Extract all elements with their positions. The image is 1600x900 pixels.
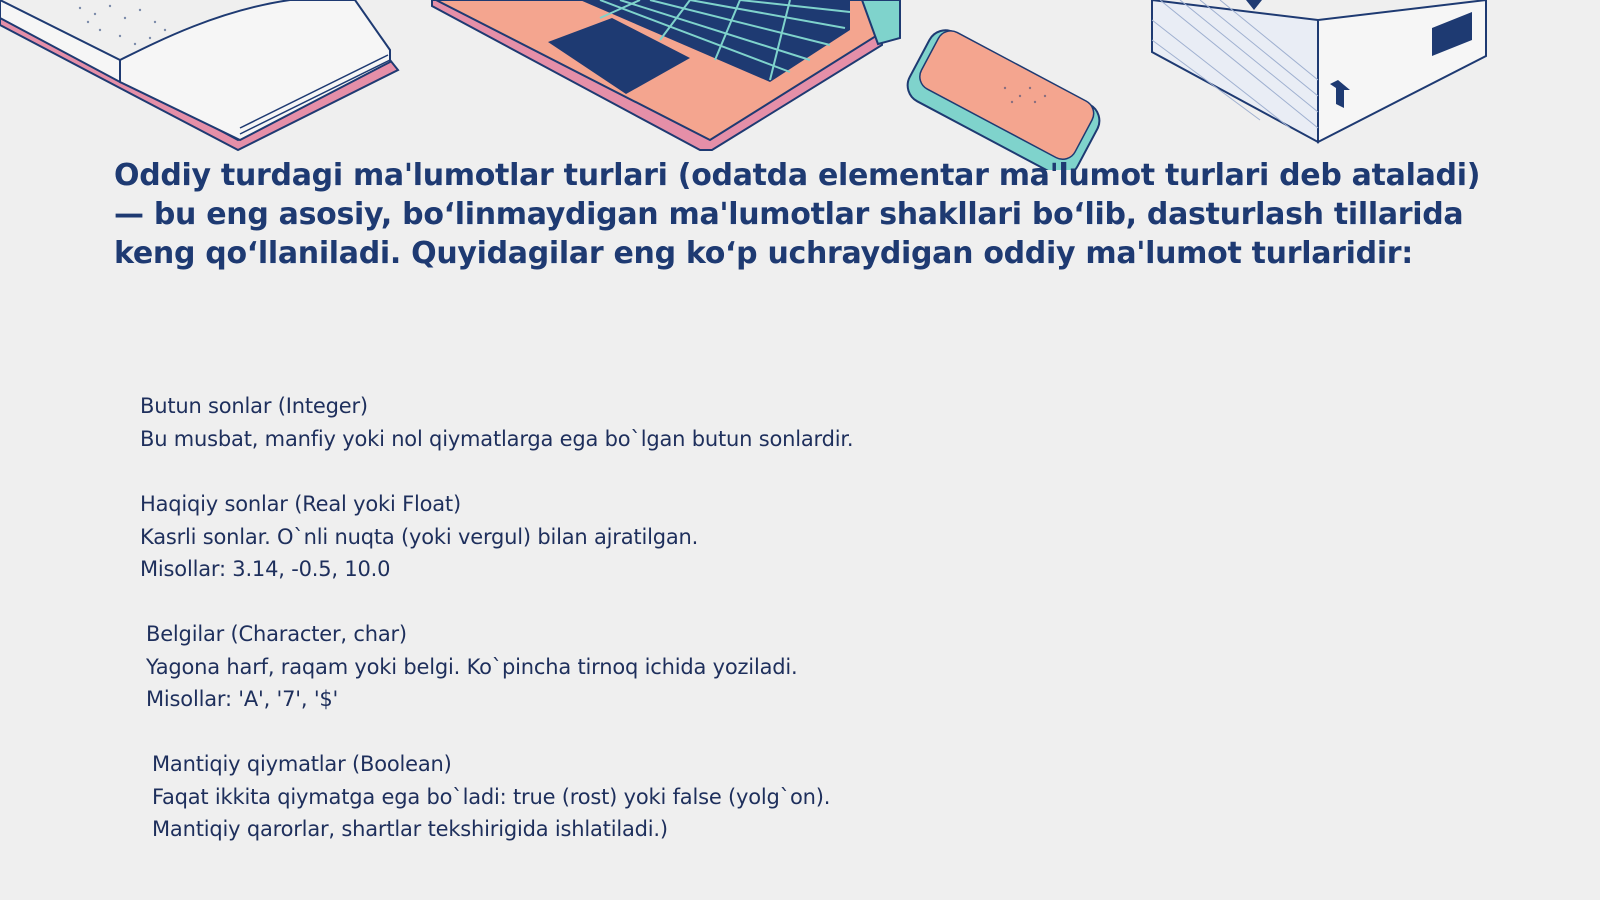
laptop-icon [432, 0, 900, 150]
smartphone-icon [901, 24, 1105, 170]
section-title: Belgilar (Character, char) [146, 622, 407, 646]
open-book-icon [0, 0, 398, 150]
section-title: Butun sonlar (Integer) [140, 394, 368, 418]
section-line: Faqat ikkita qiymatga ega bo`ladi: true (rost) yoki false (yolg`on). [152, 784, 831, 809]
cardboard-box-icon [1152, 0, 1486, 142]
section-line: Misollar: 3.14, -0.5, 10.0 [140, 557, 391, 581]
section-title: Haqiqiy sonlar (Real yoki Float) [140, 492, 461, 516]
section-line: Bu musbat, manfiy yoki nol qiymatlarga ega bo`lgan butun sonlardir. [140, 426, 854, 451]
section-title: Mantiqiy qiymatlar (Boolean) [152, 752, 452, 776]
header-illustration [0, 0, 1600, 170]
section-line: Misollar: 'A', '7', '$' [146, 687, 339, 711]
section-line: Mantiqiy qarorlar, shartlar tekshirigida ishlatiladi.) [152, 817, 668, 841]
section-boolean [152, 748, 830, 846]
section-character [146, 618, 798, 716]
intro-headline: Oddiy turdagi ma'lumotlar turlari (odatda elementar ma'lumot turlari deb ataladi) — bu eng asosiy, bo‘linmaydigan ma'lumotlar shakllari bo‘lib, dasturlash tillarida keng qo‘llaniladi. Quyidagilar eng ko‘p uchraydigan oddiy ma'lumot turlaridir: [114, 158, 1481, 271]
section-float [140, 488, 698, 586]
section-line: Kasrli sonlar. O`nli nuqta (yoki vergul) bilan ajratilgan. [140, 524, 699, 549]
section-integer [140, 390, 853, 455]
section-line: Yagona harf, raqam yoki belgi. Ko`pincha tirnoq ichida yoziladi. [146, 654, 798, 679]
